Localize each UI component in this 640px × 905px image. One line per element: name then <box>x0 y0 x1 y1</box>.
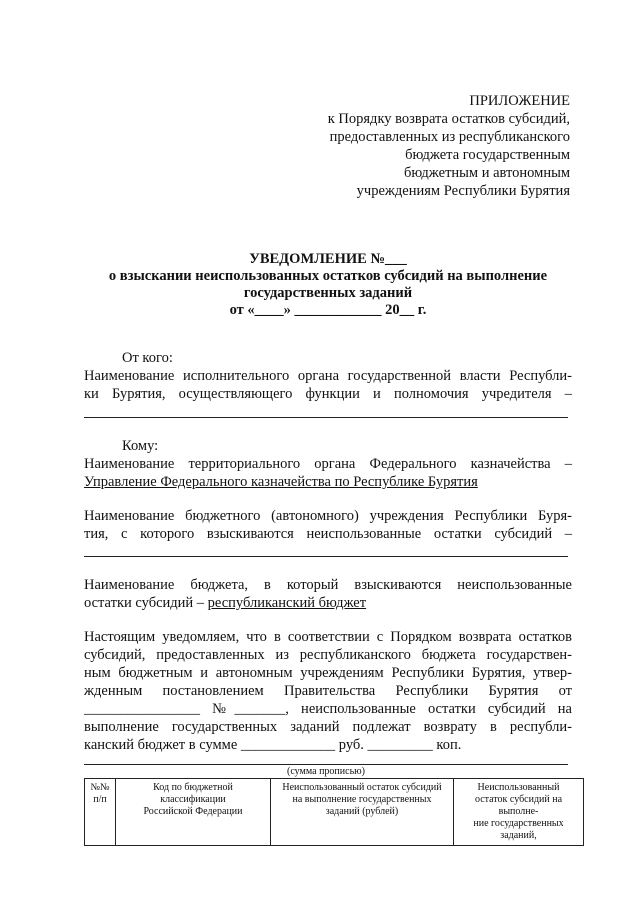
column-header-unused-amount: Неиспользованный остаток субсидий на выполнение государственных заданий (рублей) <box>271 779 454 846</box>
notice-line: субсидий, предоставленных из республиканского бюджета государствен- <box>84 647 572 663</box>
to-line: Наименование территориального органа Федерального казначейства – <box>84 456 572 472</box>
appendix-line: бюджета государственным <box>405 147 570 163</box>
appendix-line: предоставленных из республиканского <box>329 129 570 145</box>
institution-fill-line <box>84 556 568 557</box>
notice-section <box>84 628 572 754</box>
column-header-number: №№ п/п <box>85 779 116 846</box>
subsidy-table <box>84 778 584 846</box>
column-header-bcc: Код по бюджетной классификации Российской Федерации <box>116 779 271 846</box>
to-heading: Кому: <box>122 438 159 454</box>
institution-line: Наименование бюджетного (автономного) учреждения Республики Буря- <box>84 508 572 524</box>
title-date-line: от «____» ____________ 20__ г. <box>229 302 427 318</box>
notice-line: жденным постановлением Правительства Республики Бурятия от <box>84 683 572 699</box>
notice-line: канский бюджет в сумме _____________ руб. _________ коп. <box>84 737 462 753</box>
document-title <box>84 251 572 319</box>
budget-name: республиканский бюджет <box>207 595 367 611</box>
title-line: о взыскании неиспользованных остатков субсидий на выполнение <box>108 268 548 284</box>
from-fill-line <box>84 417 568 418</box>
institution-section <box>84 507 572 543</box>
notice-line: выполнение государственных заданий подлежат возврату в республи- <box>84 719 572 735</box>
appendix-line: учреждениям Республики Бурятия <box>356 183 570 199</box>
budget-line: Наименование бюджета, в который взыскиваются неиспользованные <box>84 577 572 593</box>
budget-prefix: остатки субсидий – <box>84 595 208 611</box>
title-line: государственных заданий <box>243 285 413 301</box>
from-line: ки Бурятия, осуществляющего функции и полномочия учредителя – <box>84 386 572 402</box>
budget-section <box>84 576 572 612</box>
appendix-line: ПРИЛОЖЕНИЕ <box>469 93 570 109</box>
appendix-line: к Порядку возврата остатков субсидий, <box>327 111 570 127</box>
notice-line: ________________ №_______, неиспользованные остатки субсидий на <box>84 701 572 717</box>
to-treasury-name: Управление Федерального казначейства по Республике Бурятия <box>84 474 478 490</box>
notice-line: Настоящим уведомляем, что в соответствии с Порядком возврата остатков <box>84 629 572 645</box>
table-header-row <box>85 779 584 846</box>
amount-caption: (сумма прописью) <box>287 766 365 777</box>
institution-line: тия, с которого взыскиваются неиспользованные остатки субсидий – <box>84 526 572 542</box>
appendix-line: бюджетным и автономным <box>403 165 570 181</box>
title-line: УВЕДОМЛЕНИЕ №___ <box>249 251 407 267</box>
appendix-header <box>270 92 570 200</box>
from-line: Наименование исполнительного органа государственной власти Республи- <box>84 368 572 384</box>
amount-words-line <box>84 764 568 765</box>
from-section <box>84 349 572 403</box>
budget-line <box>84 594 572 612</box>
from-heading: От кого: <box>122 350 173 366</box>
column-header-unused-remainder: Неиспользованный остаток субсидий на выполне- ние государственных заданий, <box>454 779 584 846</box>
notice-line: ным бюджетным и автономным учреждениям Республики Бурятия, утвер- <box>84 665 572 681</box>
to-section <box>84 437 572 491</box>
